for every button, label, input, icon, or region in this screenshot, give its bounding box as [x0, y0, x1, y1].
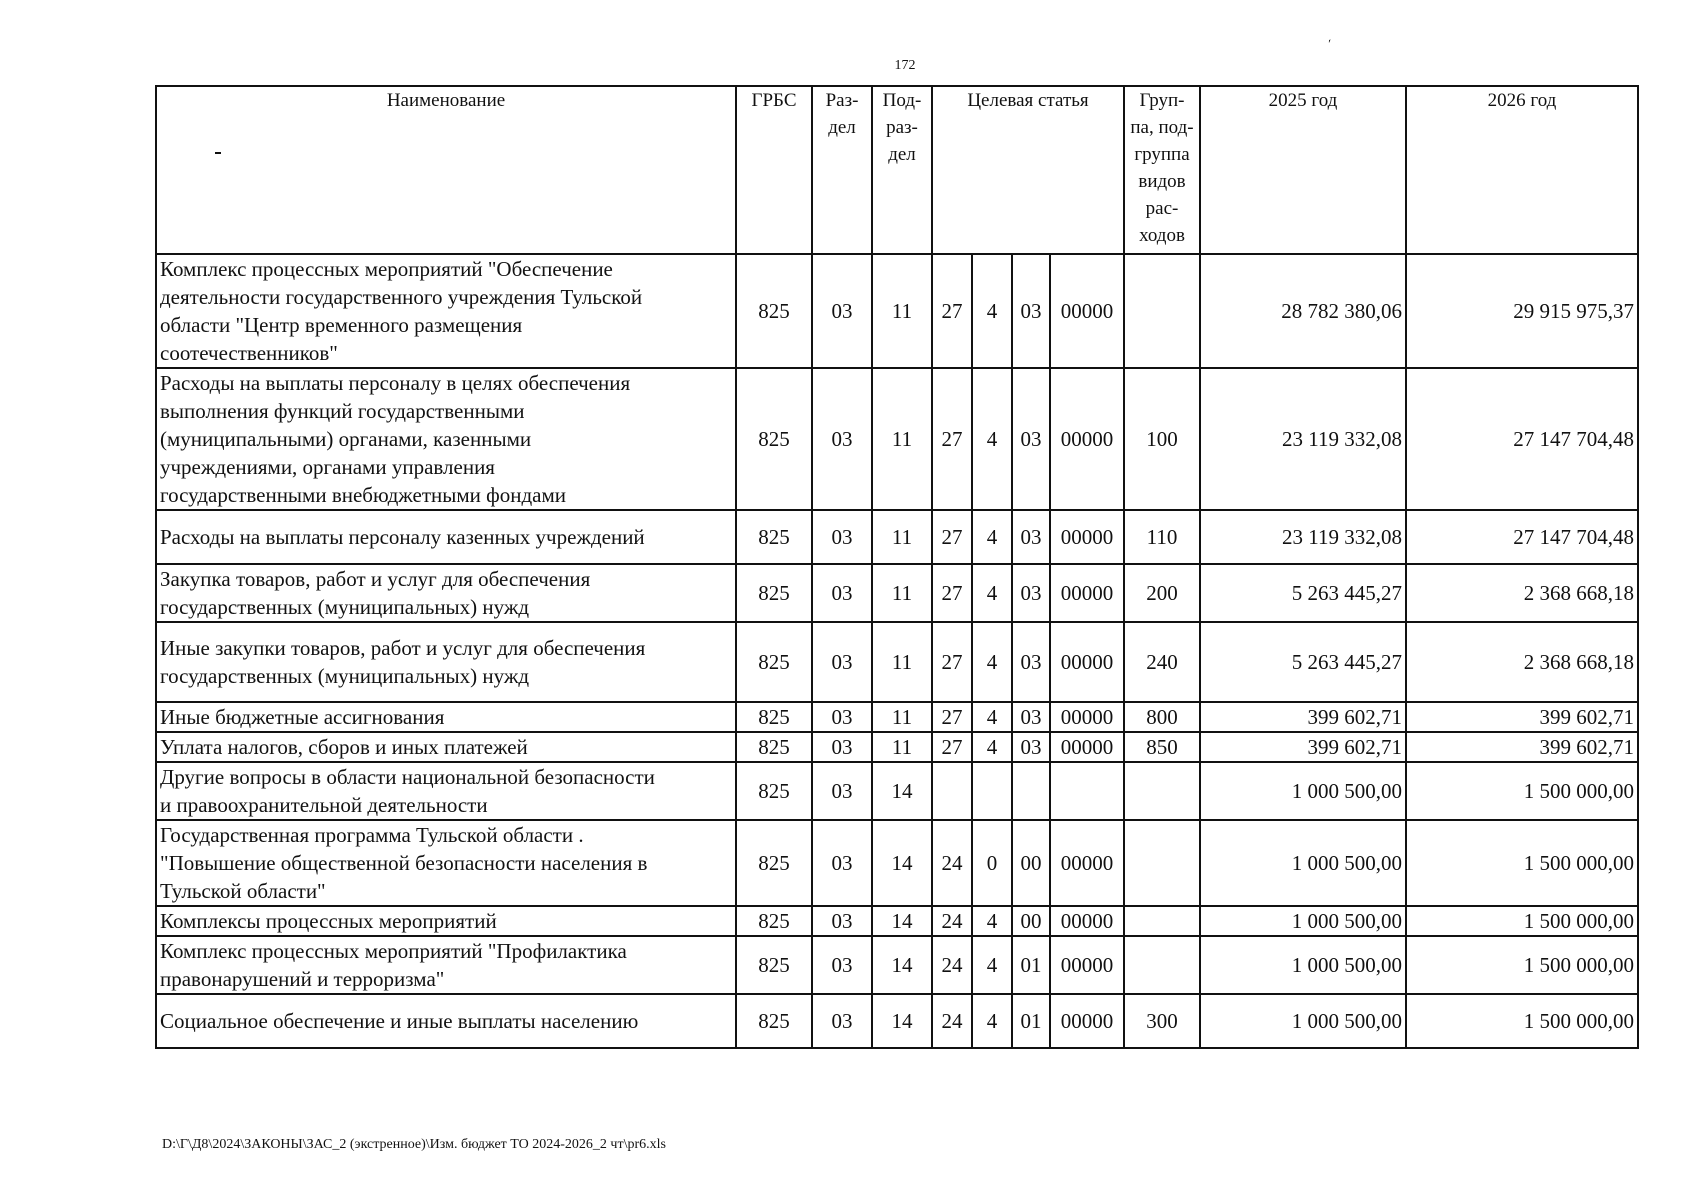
header-target: Целевая статья — [932, 86, 1124, 254]
row-name: Комплексы процессных мероприятий — [156, 906, 736, 936]
row-section: 03 — [812, 906, 872, 936]
row-amount-2025: 23 119 332,08 — [1200, 510, 1406, 564]
row-amount-2026: 2 368 668,18 — [1406, 622, 1638, 702]
row-subsection: 11 — [872, 732, 932, 762]
row-target-direction: 00000 — [1050, 994, 1124, 1048]
row-target-program: 24 — [932, 936, 972, 994]
table-row — [156, 732, 1638, 762]
row-grbs: 825 — [736, 820, 812, 906]
row-name: Закупка товаров, работ и услуг для обеспечения государственных (муниципальных) нужд — [156, 564, 736, 622]
table-row — [156, 994, 1638, 1048]
row-target-type: 4 — [972, 564, 1012, 622]
row-target-type: 4 — [972, 510, 1012, 564]
row-amount-2025: 5 263 445,27 — [1200, 564, 1406, 622]
stray-mark: ˊ — [1326, 37, 1338, 54]
row-subsection: 11 — [872, 564, 932, 622]
row-section: 03 — [812, 820, 872, 906]
row-target-item: 03 — [1012, 368, 1050, 510]
row-target-item: 00 — [1012, 906, 1050, 936]
header-section: Раз- дел — [812, 86, 872, 254]
row-amount-2026: 1 500 000,00 — [1406, 994, 1638, 1048]
row-name: Государственная программа Тульской области . "Повышение общественной безопасности населения в Тульской области" — [156, 820, 736, 906]
row-grbs: 825 — [736, 368, 812, 510]
row-section: 03 — [812, 732, 872, 762]
row-target-program: 27 — [932, 702, 972, 732]
row-amount-2025: 399 602,71 — [1200, 702, 1406, 732]
table-row — [156, 368, 1638, 510]
row-target-direction: 00000 — [1050, 622, 1124, 702]
row-expense-group — [1124, 936, 1200, 994]
row-target-item: 03 — [1012, 622, 1050, 702]
row-section: 03 — [812, 762, 872, 820]
row-target-program — [932, 762, 972, 820]
row-amount-2026: 1 500 000,00 — [1406, 762, 1638, 820]
row-target-program: 27 — [932, 510, 972, 564]
row-target-type: 4 — [972, 254, 1012, 368]
row-target-program: 24 — [932, 820, 972, 906]
row-target-direction: 00000 — [1050, 368, 1124, 510]
row-section: 03 — [812, 564, 872, 622]
row-grbs: 825 — [736, 254, 812, 368]
row-amount-2025: 5 263 445,27 — [1200, 622, 1406, 702]
table-row — [156, 762, 1638, 820]
row-expense-group: 240 — [1124, 622, 1200, 702]
header-year-2026: 2026 год — [1406, 86, 1638, 254]
row-subsection: 14 — [872, 906, 932, 936]
header-year-2025: 2025 год — [1200, 86, 1406, 254]
row-subsection: 11 — [872, 254, 932, 368]
row-target-program: 24 — [932, 994, 972, 1048]
row-grbs: 825 — [736, 732, 812, 762]
row-target-type: 4 — [972, 732, 1012, 762]
row-name: Уплата налогов, сборов и иных платежей — [156, 732, 736, 762]
row-target-item: 01 — [1012, 994, 1050, 1048]
row-grbs: 825 — [736, 564, 812, 622]
table-row — [156, 564, 1638, 622]
row-section: 03 — [812, 936, 872, 994]
row-name: Социальное обеспечение и иные выплаты населению — [156, 994, 736, 1048]
row-amount-2026: 29 915 975,37 — [1406, 254, 1638, 368]
row-grbs: 825 — [736, 994, 812, 1048]
row-grbs: 825 — [736, 762, 812, 820]
row-subsection: 14 — [872, 936, 932, 994]
row-target-direction: 00000 — [1050, 510, 1124, 564]
row-name: Комплекс процессных мероприятий "Обеспечение деятельности государственного учреждения Тульской области "Центр временного размещения соотечественников" — [156, 254, 736, 368]
row-name: Иные бюджетные ассигнования — [156, 702, 736, 732]
table-row — [156, 906, 1638, 936]
row-subsection: 11 — [872, 368, 932, 510]
row-section: 03 — [812, 254, 872, 368]
footer-file-path: D:\Г\Д8\2024\ЗАКОНЫ\ЗАС_2 (экстренное)\Изм. бюджет ТО 2024-2026_2 чт\pr6.xls — [162, 1137, 666, 1152]
row-target-type: 4 — [972, 622, 1012, 702]
row-amount-2026: 27 147 704,48 — [1406, 368, 1638, 510]
row-expense-group: 300 — [1124, 994, 1200, 1048]
row-amount-2026: 1 500 000,00 — [1406, 906, 1638, 936]
table-row — [156, 702, 1638, 732]
row-target-type: 4 — [972, 994, 1012, 1048]
row-subsection: 11 — [872, 702, 932, 732]
row-target-item: 01 — [1012, 936, 1050, 994]
row-target-type: 4 — [972, 936, 1012, 994]
table-row — [156, 622, 1638, 702]
table-row — [156, 510, 1638, 564]
page-number: 172 — [894, 58, 916, 73]
row-amount-2025: 1 000 500,00 — [1200, 906, 1406, 936]
row-name: Комплекс процессных мероприятий "Профилактика правонарушений и терроризма" — [156, 936, 736, 994]
table-row — [156, 936, 1638, 994]
row-section: 03 — [812, 510, 872, 564]
row-target-item: 03 — [1012, 702, 1050, 732]
row-target-program: 27 — [932, 368, 972, 510]
row-subsection: 14 — [872, 762, 932, 820]
row-target-direction: 00000 — [1050, 254, 1124, 368]
header-name: Наименование — [156, 86, 736, 254]
row-grbs: 825 — [736, 622, 812, 702]
row-target-direction: 00000 — [1050, 936, 1124, 994]
row-section: 03 — [812, 994, 872, 1048]
row-target-item: 03 — [1012, 510, 1050, 564]
row-amount-2025: 1 000 500,00 — [1200, 762, 1406, 820]
row-expense-group: 850 — [1124, 732, 1200, 762]
row-name: Другие вопросы в области национальной безопасности и правоохранительной деятельности — [156, 762, 736, 820]
header-group: Груп- па, под- группа видов рас- ходов — [1124, 86, 1200, 254]
row-expense-group — [1124, 762, 1200, 820]
row-amount-2025: 1 000 500,00 — [1200, 994, 1406, 1048]
row-grbs: 825 — [736, 702, 812, 732]
row-amount-2026: 27 147 704,48 — [1406, 510, 1638, 564]
row-amount-2026: 399 602,71 — [1406, 702, 1638, 732]
row-expense-group: 200 — [1124, 564, 1200, 622]
row-target-program: 27 — [932, 564, 972, 622]
row-target-direction: 00000 — [1050, 906, 1124, 936]
row-subsection: 14 — [872, 820, 932, 906]
row-target-item: 00 — [1012, 820, 1050, 906]
row-section: 03 — [812, 702, 872, 732]
row-amount-2026: 399 602,71 — [1406, 732, 1638, 762]
row-section: 03 — [812, 368, 872, 510]
row-target-type: 4 — [972, 702, 1012, 732]
row-target-direction — [1050, 762, 1124, 820]
row-target-item: 03 — [1012, 564, 1050, 622]
row-target-direction: 00000 — [1050, 702, 1124, 732]
row-amount-2025: 1 000 500,00 — [1200, 936, 1406, 994]
row-expense-group — [1124, 906, 1200, 936]
row-expense-group — [1124, 820, 1200, 906]
row-section: 03 — [812, 622, 872, 702]
budget-table — [155, 85, 1639, 1049]
row-target-type: 4 — [972, 368, 1012, 510]
row-target-direction: 00000 — [1050, 732, 1124, 762]
row-expense-group — [1124, 254, 1200, 368]
row-expense-group: 110 — [1124, 510, 1200, 564]
row-name: Иные закупки товаров, работ и услуг для обеспечения государственных (муниципальных) нужд — [156, 622, 736, 702]
row-target-item: 03 — [1012, 732, 1050, 762]
row-amount-2025: 23 119 332,08 — [1200, 368, 1406, 510]
row-grbs: 825 — [736, 510, 812, 564]
row-name: Расходы на выплаты персоналу казенных учреждений — [156, 510, 736, 564]
row-subsection: 11 — [872, 622, 932, 702]
row-target-type — [972, 762, 1012, 820]
row-target-program: 27 — [932, 254, 972, 368]
row-amount-2025: 399 602,71 — [1200, 732, 1406, 762]
row-amount-2025: 1 000 500,00 — [1200, 820, 1406, 906]
row-expense-group: 100 — [1124, 368, 1200, 510]
table-body — [156, 254, 1638, 1048]
row-grbs: 825 — [736, 906, 812, 936]
row-target-type: 4 — [972, 906, 1012, 936]
header-grbs: ГРБС — [736, 86, 812, 254]
row-name: Расходы на выплаты персоналу в целях обеспечения выполнения функций государственными (муниципальными) органами, казенными учреждениями, органами управления государственными внебюджетными фондами — [156, 368, 736, 510]
row-target-type: 0 — [972, 820, 1012, 906]
stray-dash — [215, 152, 221, 154]
row-target-direction: 00000 — [1050, 564, 1124, 622]
row-expense-group: 800 — [1124, 702, 1200, 732]
row-amount-2025: 28 782 380,06 — [1200, 254, 1406, 368]
row-amount-2026: 1 500 000,00 — [1406, 936, 1638, 994]
table-row — [156, 254, 1638, 368]
row-subsection: 11 — [872, 510, 932, 564]
table-header — [156, 86, 1638, 254]
row-target-item — [1012, 762, 1050, 820]
row-amount-2026: 1 500 000,00 — [1406, 820, 1638, 906]
row-grbs: 825 — [736, 936, 812, 994]
row-target-program: 27 — [932, 732, 972, 762]
row-subsection: 14 — [872, 994, 932, 1048]
header-subsection: Под- раз- дел — [872, 86, 932, 254]
row-target-program: 24 — [932, 906, 972, 936]
row-target-direction: 00000 — [1050, 820, 1124, 906]
row-amount-2026: 2 368 668,18 — [1406, 564, 1638, 622]
table-row — [156, 820, 1638, 906]
row-target-program: 27 — [932, 622, 972, 702]
row-target-item: 03 — [1012, 254, 1050, 368]
